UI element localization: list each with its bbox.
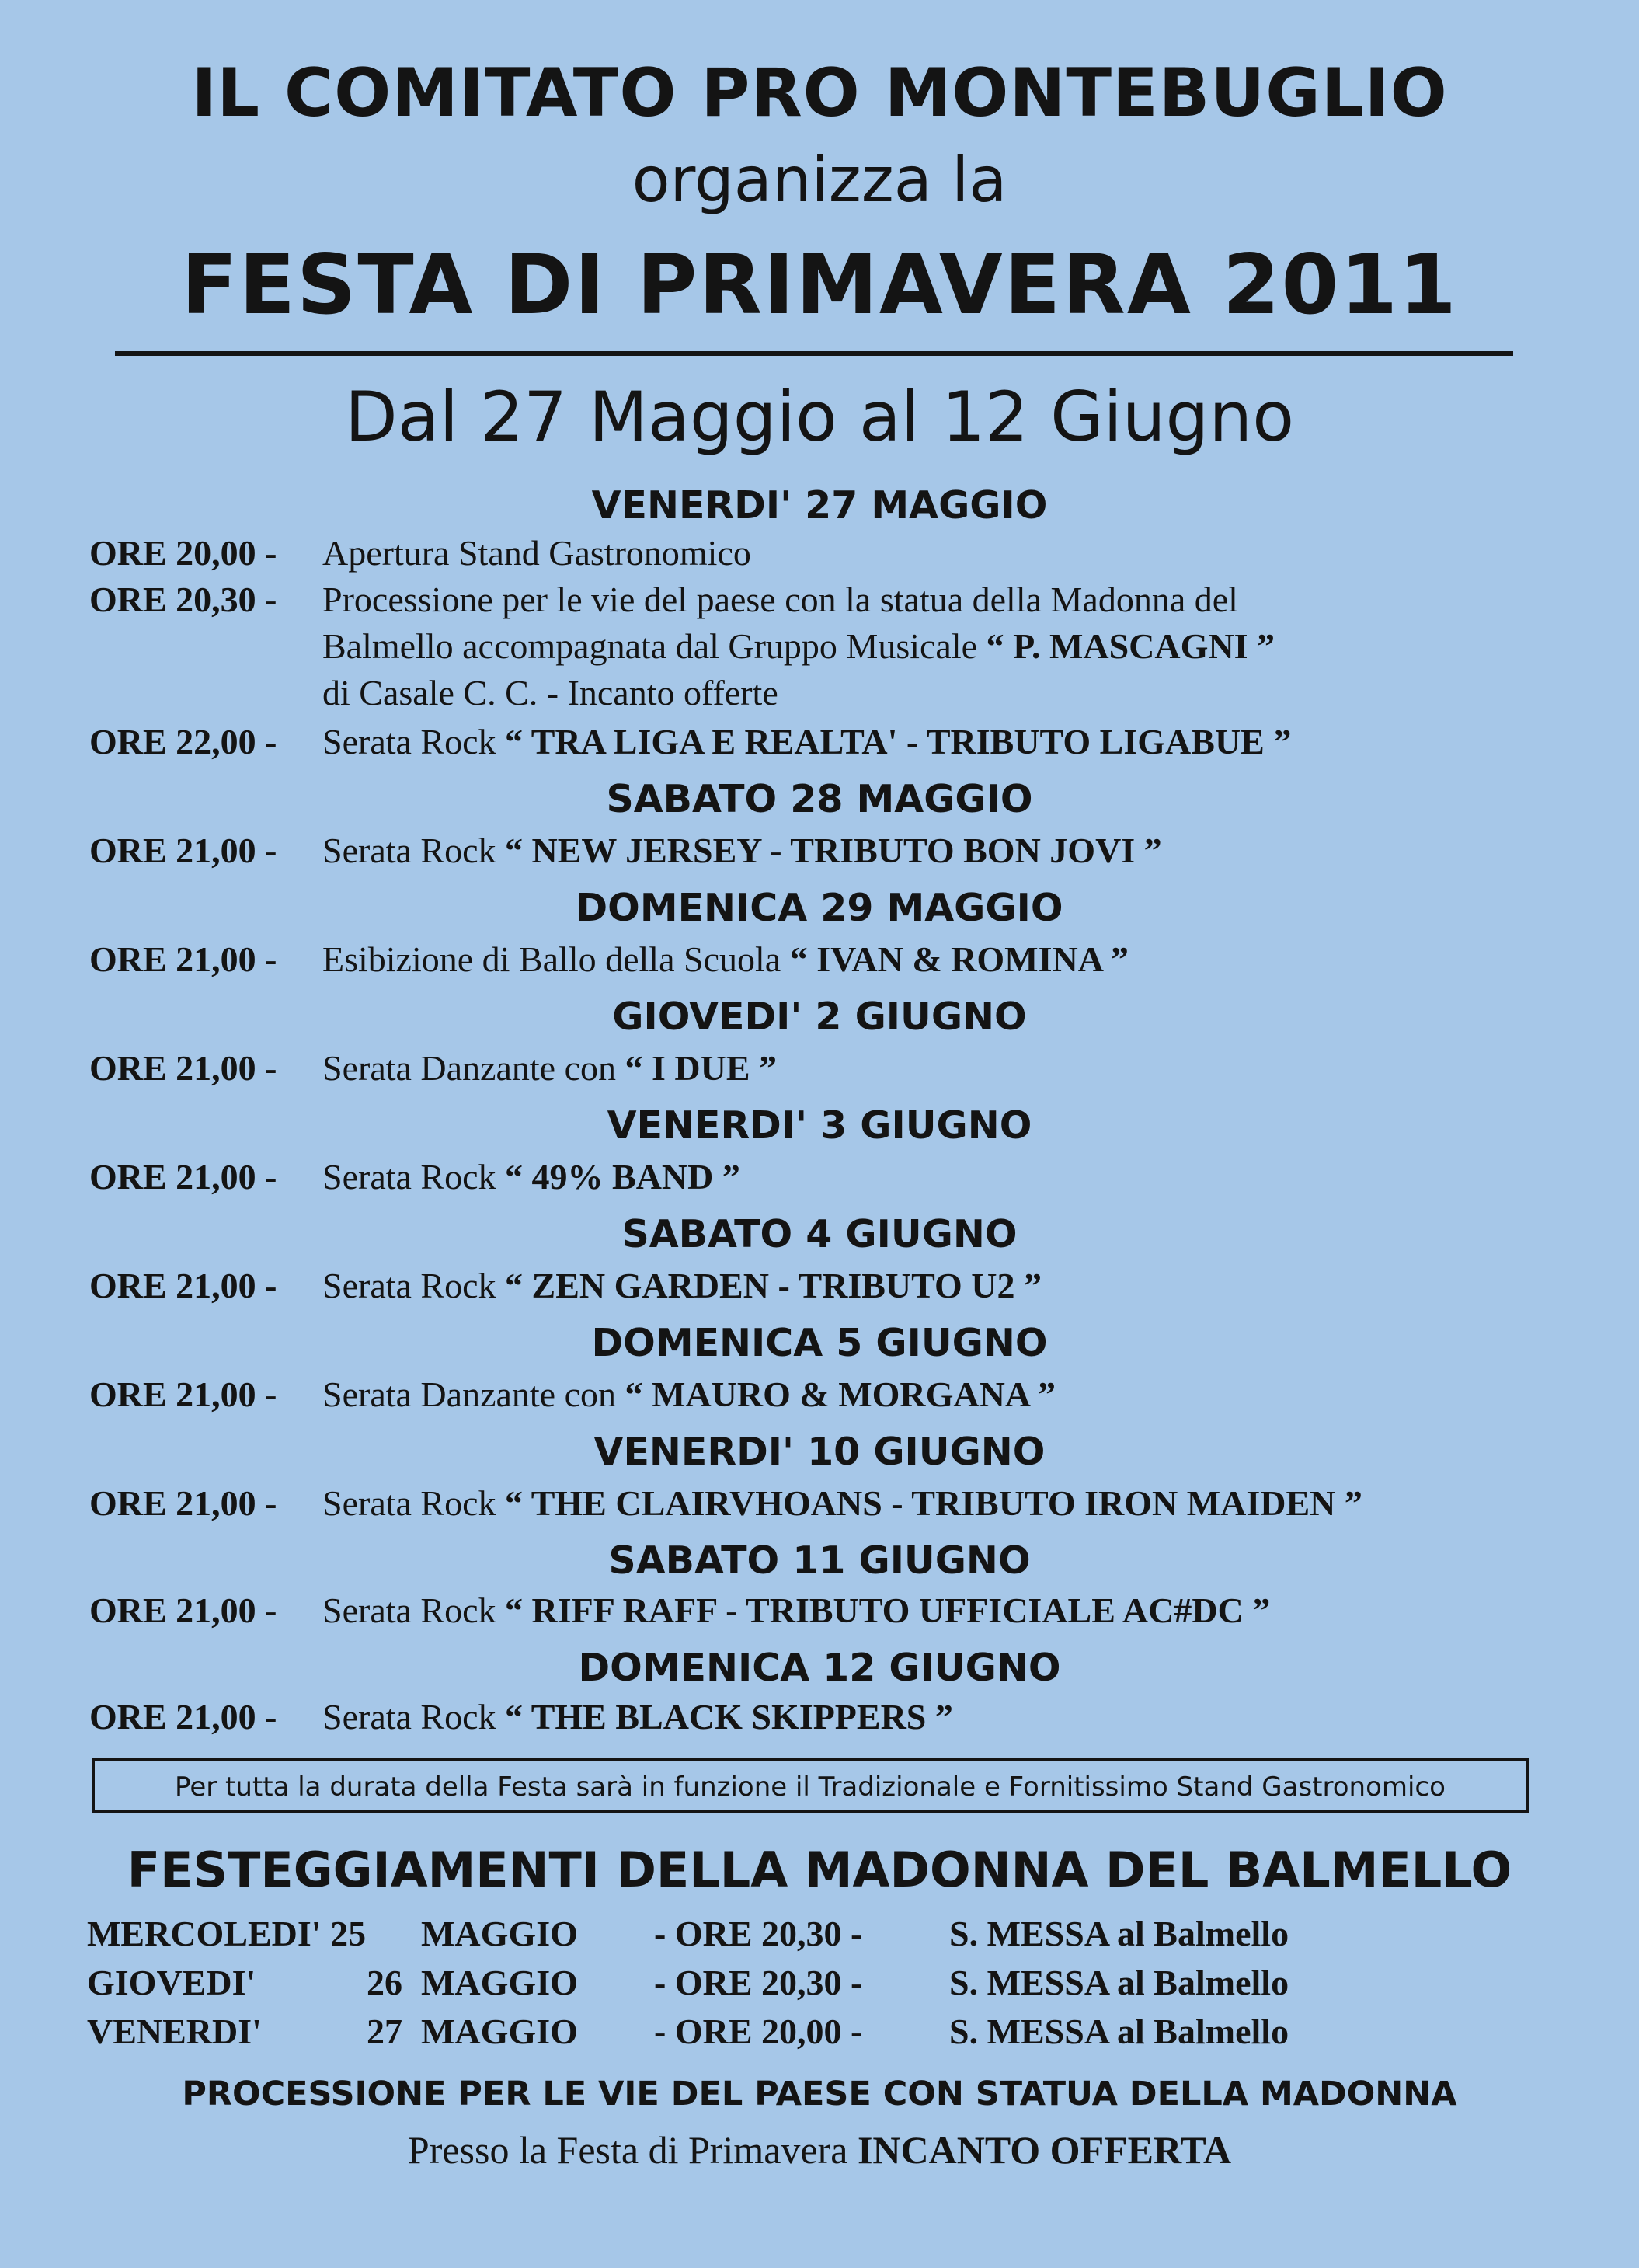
event-row xyxy=(89,1265,1042,1306)
event-time: ORE 21,00 - xyxy=(89,1266,277,1305)
event-desc: Serata Rock xyxy=(322,831,506,870)
event-desc: Serata Rock xyxy=(322,1157,506,1197)
mass-month: MAGGIO xyxy=(421,2012,578,2051)
mass-day: GIOVEDI' xyxy=(87,1963,256,2002)
event-performer: “ IVAN & ROMINA ” xyxy=(789,939,1129,979)
mass-time: - ORE 20,00 - xyxy=(654,2012,863,2051)
day-heading: SABATO 11 GIUGNO xyxy=(608,1538,1031,1583)
event-desc: Apertura Stand Gastronomico xyxy=(322,533,751,573)
event-desc: Serata Rock xyxy=(322,722,506,761)
day-heading: DOMENICA 5 GIUGNO xyxy=(591,1321,1048,1365)
festival-title: FESTA DI PRIMAVERA 2011 xyxy=(181,237,1458,333)
mass-day: MERCOLEDI' 25 xyxy=(87,1914,367,1953)
event-row xyxy=(89,1590,1270,1631)
offer-line xyxy=(0,2127,1639,2172)
mass-row xyxy=(87,1913,1289,1954)
day-heading: SABATO 28 MAGGIO xyxy=(606,777,1033,821)
event-desc: Serata Danzante con xyxy=(322,1374,625,1414)
mass-event: S. MESSA al Balmello xyxy=(949,1963,1289,2002)
mass-event: S. MESSA al Balmello xyxy=(949,1914,1289,1953)
title-underline xyxy=(115,351,1513,356)
day-heading: SABATO 4 GIUGNO xyxy=(621,1212,1018,1256)
event-desc: Esibizione di Ballo della Scuola xyxy=(322,939,790,979)
event-time: ORE 21,00 - xyxy=(89,939,277,979)
event-performer: “ I DUE ” xyxy=(625,1048,778,1088)
event-performer: “ P. MASCAGNI ” xyxy=(986,626,1275,666)
event-row xyxy=(89,579,1238,620)
event-time: ORE 22,00 - xyxy=(89,722,277,761)
event-performer: “ THE CLAIRVHOANS - TRIBUTO IRON MAIDEN ” xyxy=(505,1483,1362,1523)
day-heading: VENERDI' 10 GIUGNO xyxy=(593,1430,1046,1474)
event-desc: Serata Rock xyxy=(322,1483,506,1523)
note-box xyxy=(92,1758,1529,1813)
event-time: ORE 21,00 - xyxy=(89,1483,277,1523)
event-row xyxy=(89,830,1162,871)
event-time: ORE 21,00 - xyxy=(89,1048,277,1088)
event-continuation: di Casale C. C. - Incanto offerte xyxy=(322,673,778,712)
day-heading: GIOVEDI' 2 GIUGNO xyxy=(612,995,1027,1039)
day-heading: VENERDI' 27 MAGGIO xyxy=(591,483,1048,528)
event-time: ORE 21,00 - xyxy=(89,1697,277,1737)
offer-text: Presso la Festa di Primavera xyxy=(407,2128,858,2172)
subtitle: organizza la xyxy=(632,144,1007,216)
event-time: ORE 21,00 - xyxy=(89,1590,277,1630)
event-row xyxy=(89,1482,1362,1524)
event-desc: Balmello accompagnata dal Gruppo Musicale xyxy=(322,626,987,666)
festival-dates: Dal 27 Maggio al 12 Giugno xyxy=(344,377,1295,457)
day-heading: DOMENICA 29 MAGGIO xyxy=(576,886,1063,930)
event-row xyxy=(89,1047,777,1089)
event-performer: “ 49% BAND ” xyxy=(505,1157,740,1197)
event-row xyxy=(89,721,1291,762)
mass-date: 27 xyxy=(367,2012,402,2051)
mass-date: 26 xyxy=(367,1963,402,2002)
event-desc: Serata Danzante con xyxy=(322,1048,625,1088)
mass-time: - ORE 20,30 - xyxy=(654,1963,863,2002)
event-continuation xyxy=(322,625,1275,667)
event-time: ORE 20,00 - xyxy=(89,533,277,573)
mass-row xyxy=(87,1962,1289,2003)
event-performer: “ NEW JERSEY - TRIBUTO BON JOVI ” xyxy=(505,831,1162,870)
event-row xyxy=(89,532,751,573)
note-text: Per tutta la durata della Festa sarà in funzione il Tradizionale e Fornitissimo Stand Gastronomico xyxy=(175,1772,1446,1803)
event-row xyxy=(89,1156,740,1197)
mass-row xyxy=(87,2011,1289,2052)
mass-time: - ORE 20,30 - xyxy=(654,1914,863,1953)
event-desc: Serata Rock xyxy=(322,1697,506,1737)
event-row xyxy=(89,939,1129,980)
event-time: ORE 21,00 - xyxy=(89,1374,277,1414)
event-performer: “ ZEN GARDEN - TRIBUTO U2 ” xyxy=(505,1266,1042,1305)
event-performer: “ TRA LIGA E REALTA' - TRIBUTO LIGABUE ” xyxy=(505,722,1292,761)
event-performer: “ RIFF RAFF - TRIBUTO UFFICIALE AC#DC ” xyxy=(505,1590,1271,1630)
day-heading: DOMENICA 12 GIUGNO xyxy=(578,1646,1061,1690)
event-time: ORE 21,00 - xyxy=(89,1157,277,1197)
event-time: ORE 20,30 - xyxy=(89,580,277,619)
event-desc: Serata Rock xyxy=(322,1266,506,1305)
procession-text: PROCESSIONE PER LE VIE DEL PAESE CON STATUA DELLA MADONNA xyxy=(182,2075,1457,2113)
event-desc: Serata Rock xyxy=(322,1590,506,1630)
mass-event: S. MESSA al Balmello xyxy=(949,2012,1289,2051)
section-title: FESTEGGIAMENTI DELLA MADONNA DEL BALMELLO xyxy=(127,1841,1512,1898)
offer-highlight: INCANTO OFFERTA xyxy=(857,2128,1232,2172)
event-performer: “ MAURO & MORGANA ” xyxy=(625,1374,1056,1414)
mass-day: VENERDI' xyxy=(87,2012,262,2051)
event-performer: “ THE BLACK SKIPPERS ” xyxy=(505,1697,953,1737)
mass-month: MAGGIO xyxy=(421,1963,578,2002)
day-heading: VENERDI' 3 GIUGNO xyxy=(607,1103,1032,1148)
event-row xyxy=(89,1374,1056,1415)
mass-month: MAGGIO xyxy=(421,1914,578,1953)
event-row xyxy=(89,1696,953,1737)
page-title: IL COMITATO PRO MONTEBUGLIO xyxy=(191,54,1448,132)
event-desc: Processione per le vie del paese con la statua della Madonna del xyxy=(322,580,1238,619)
event-time: ORE 21,00 - xyxy=(89,831,277,870)
